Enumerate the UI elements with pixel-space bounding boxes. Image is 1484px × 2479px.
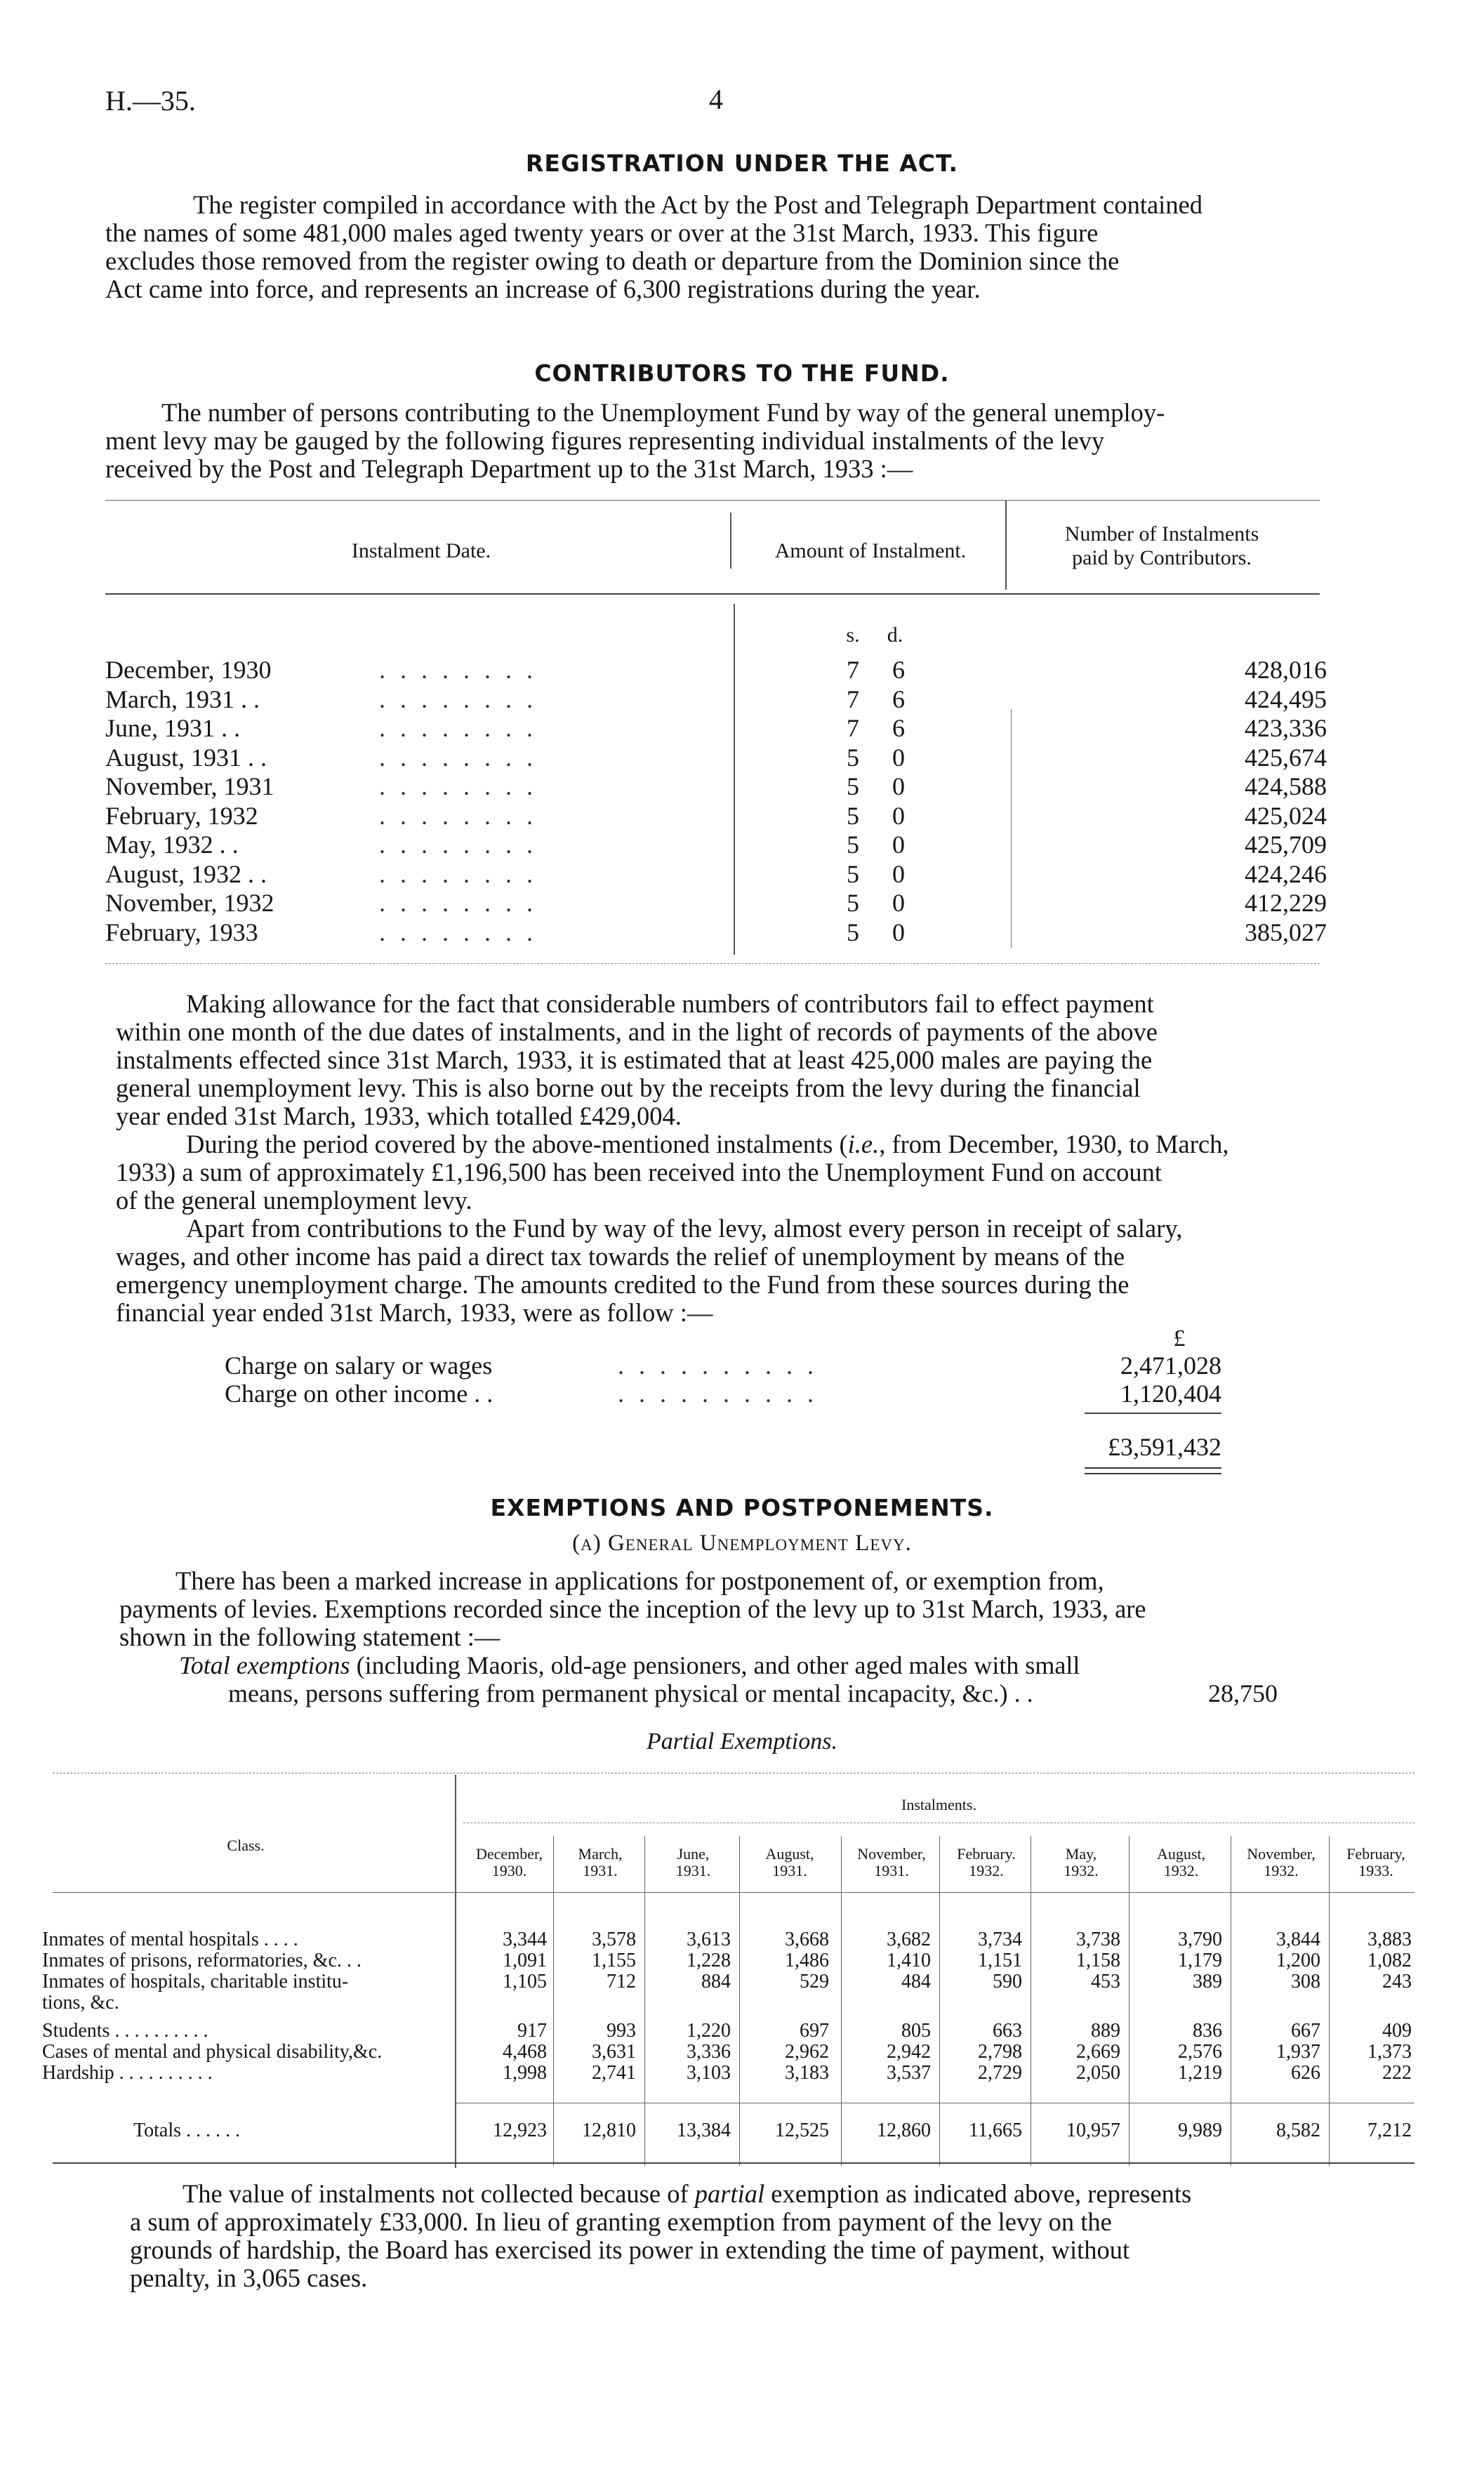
amount-shillings: 5 xyxy=(847,889,859,917)
exemption-count: 2,942 xyxy=(887,2041,931,2063)
instalments-header: Instalments. xyxy=(901,1796,976,1813)
column-header: June, xyxy=(677,1845,710,1863)
header-number-line2: paid by Contributors. xyxy=(1072,546,1252,569)
exemption-count: 626 xyxy=(1291,2062,1320,2084)
class-label: Students . . . . . . . . . . xyxy=(42,2020,208,2042)
amount-pence: 6 xyxy=(892,656,905,684)
instalment-date: June, 1931 . . xyxy=(105,714,240,742)
total-exemptions-line2: means, persons suffering from permanent physical or mental incapacity, &c.) . . xyxy=(228,1679,1033,1707)
charge-row xyxy=(225,1351,1221,1380)
registration-line: The register compiled in accordance with the Act by the Post and Telegraph Department contained xyxy=(193,190,1203,219)
total-value: 11,665 xyxy=(969,2120,1022,2141)
class-label: Cases of mental and physical disability,&c. xyxy=(42,2041,383,2063)
amount-pence: 0 xyxy=(892,831,905,859)
exemption-count: 1,105 xyxy=(503,1971,547,1992)
class-label: Inmates of mental hospitals . . . . xyxy=(42,1929,298,1950)
exemption-count: 3,734 xyxy=(978,1929,1022,1950)
instalments-count: 425,024 xyxy=(1245,801,1327,830)
exemption-count: 409 xyxy=(1382,2020,1412,2042)
instalment-row xyxy=(105,656,1327,685)
instalments-count: 425,674 xyxy=(1245,743,1327,772)
column-header: November, xyxy=(1247,1845,1316,1863)
class-label: tions, &c. xyxy=(42,1992,119,2014)
exemption-count: 1,155 xyxy=(592,1950,636,1971)
unit-pence: d. xyxy=(887,623,903,647)
exemption-count: 1,151 xyxy=(978,1950,1022,1971)
contributors-line: ment levy may be gauged by the following figures representing individual instalments of the levy xyxy=(105,426,1105,455)
exemptions-line: payments of levies. Exemptions recorded since the inception of the levy up to 31st March, 1933, are xyxy=(119,1594,1146,1623)
document-reference: H.—35. xyxy=(105,85,196,117)
column-divider xyxy=(644,1836,645,2166)
exemption-count: 3,183 xyxy=(785,2062,829,2084)
column-header: 1931. xyxy=(583,1862,618,1879)
column-header: February. xyxy=(957,1845,1016,1863)
instalments-count: 425,709 xyxy=(1245,831,1327,859)
leader-dots: . . . . . . . . xyxy=(379,889,537,917)
total-value: 12,860 xyxy=(877,2120,931,2141)
class-label: Inmates of prisons, reformatories, &c. . . xyxy=(42,1950,362,1971)
amount-pence: 0 xyxy=(892,859,905,888)
instalments-count: 412,229 xyxy=(1245,889,1327,917)
amount-shillings: 7 xyxy=(847,685,859,713)
exemption-count: 3,613 xyxy=(687,1929,731,1950)
column-header: 1931. xyxy=(874,1862,909,1879)
instalment-row xyxy=(105,859,1327,889)
total-exemptions-label: Total exemptions xyxy=(179,1651,350,1679)
exemption-count: 3,537 xyxy=(887,2062,931,2084)
amount-shillings: 5 xyxy=(847,801,859,830)
exemption-count: 3,336 xyxy=(687,2041,731,2063)
column-header: November, xyxy=(857,1845,926,1863)
charges-total: £3,591,432 xyxy=(1108,1433,1221,1461)
registration-line: the names of some 481,000 males aged twenty years or over at the 31st March, 1933. This figure xyxy=(105,218,1099,247)
exemption-count: 222 xyxy=(1382,2062,1412,2084)
instalment-date: August, 1931 . . xyxy=(105,743,267,772)
leader-dots: . . . . . . . . xyxy=(379,772,537,800)
leader-dots: . . . . . . . . xyxy=(379,831,537,859)
table-bottom-rule xyxy=(53,2162,1415,2164)
apart-line: Apart from contributions to the Fund by way of the levy, almost every person in receipt of salary, xyxy=(186,1214,1183,1243)
total-exemptions-line1 xyxy=(179,1651,1080,1679)
total-value: 10,957 xyxy=(1066,2120,1120,2141)
column-divider xyxy=(553,1836,554,2166)
currency-symbol: £ xyxy=(1173,1326,1186,1351)
total-exemptions-text: (including Maoris, old-age pensioners, and other aged males with small xyxy=(350,1651,1080,1679)
column-header: 1932. xyxy=(1064,1862,1099,1879)
instalment-row xyxy=(105,801,1327,831)
amount-shillings: 7 xyxy=(847,714,859,742)
total-value: 12,810 xyxy=(582,2120,636,2141)
instalment-date: November, 1932 xyxy=(105,889,274,917)
amount-shillings: 5 xyxy=(847,918,859,946)
table-bottom-rule xyxy=(105,963,1320,964)
total-value: 7,212 xyxy=(1367,2120,1412,2141)
exemption-count: 1,228 xyxy=(687,1950,731,1971)
period-text-italic: i.e. xyxy=(847,1130,880,1158)
page-number: 4 xyxy=(709,84,723,115)
contributors-line: received by the Post and Telegraph Department up to the 31st March, 1933 :— xyxy=(105,454,913,483)
contributors-line: The number of persons contributing to the Unemployment Fund by way of the general unemploy- xyxy=(161,398,1165,427)
instalment-date: November, 1931 xyxy=(105,772,274,800)
exemption-count: 884 xyxy=(701,1971,731,1992)
exemption-count: 453 xyxy=(1091,1971,1120,1992)
header-number-line1: Number of Instalments xyxy=(1064,522,1259,546)
exemption-count: 805 xyxy=(901,2020,931,2042)
closing-line xyxy=(130,2180,1316,2208)
instalment-row xyxy=(105,685,1327,714)
column-header: 1931. xyxy=(675,1862,711,1879)
instalment-date: February, 1933 xyxy=(105,918,258,946)
leader-dots: . . . . . . . . xyxy=(379,801,537,830)
column-header: February, xyxy=(1346,1845,1405,1863)
allowance-line: within one month of the due dates of instalments, and in the light of records of payments of the above xyxy=(116,1017,1158,1046)
instalment-row xyxy=(105,714,1327,743)
table-header-rule xyxy=(105,593,1320,595)
exemption-count: 1,082 xyxy=(1367,1950,1412,1971)
allowance-line: instalments effected since 31st March, 1933, it is estimated that at least 425,000 males are paying the xyxy=(116,1045,1153,1074)
column-header: May, xyxy=(1065,1845,1097,1863)
exemption-count: 712 xyxy=(607,1971,636,1992)
allowance-line: year ended 31st March, 1933, which totalled £429,004. xyxy=(116,1102,682,1130)
leader-dots: . . . . . . . . xyxy=(379,656,537,684)
instalment-row xyxy=(105,743,1327,772)
table-top-rule xyxy=(105,500,1320,501)
partial-exemptions-title: Partial Exemptions. xyxy=(647,1728,837,1754)
instalment-date: May, 1932 . . xyxy=(105,831,239,859)
instalment-date: December, 1930 xyxy=(105,656,272,684)
header-instalment-date: Instalment Date. xyxy=(351,539,491,562)
contributors-paragraph xyxy=(105,399,1313,483)
exemption-count: 3,738 xyxy=(1076,1929,1120,1950)
allowance-line: general unemployment levy. This is also borne out by the receipts from the levy during the financial xyxy=(116,1073,1141,1102)
amount-shillings: 5 xyxy=(847,772,859,800)
instalments-count: 385,027 xyxy=(1245,918,1327,946)
amount-pence: 0 xyxy=(892,889,905,917)
column-divider xyxy=(739,1836,740,2166)
instalments-count: 424,246 xyxy=(1245,859,1327,888)
allowance-paragraph xyxy=(116,990,1316,1327)
period-text-rest: , from December, 1930, to March, xyxy=(879,1130,1229,1158)
amount-pence: 6 xyxy=(892,714,905,742)
registration-line: Act came into force, and represents an increase of 6,300 registrations during the year. xyxy=(105,275,981,303)
exemption-count: 389 xyxy=(1193,1971,1222,1992)
unit-shillings: s. xyxy=(846,623,860,647)
apart-line: wages, and other income has paid a direct tax towards the relief of unemployment by means of the xyxy=(116,1242,1125,1271)
exemption-count: 917 xyxy=(517,2020,547,2042)
exemption-count: 1,179 xyxy=(1178,1950,1222,1971)
instalment-row xyxy=(105,918,1327,947)
allowance-line: Making allowance for the fact that considerable numbers of contributors fail to effect payment xyxy=(186,989,1154,1018)
exemption-count: 836 xyxy=(1193,2020,1222,2042)
total-value: 9,989 xyxy=(1178,2120,1222,2141)
contributors-heading: CONTRIBUTORS TO THE FUND. xyxy=(534,359,950,387)
column-header: 1932. xyxy=(1163,1862,1199,1879)
instalment-row xyxy=(105,831,1327,859)
leader-dots: . . . . . . . . xyxy=(379,714,537,742)
amount-pence: 0 xyxy=(892,801,905,830)
table-header-rule xyxy=(53,1892,1415,1893)
instalments-count: 428,016 xyxy=(1245,656,1327,684)
exemption-count: 3,844 xyxy=(1276,1929,1320,1950)
registration-line: excludes those removed from the register owing to death or departure from the Dominion since the xyxy=(105,246,1120,275)
exemption-count: 529 xyxy=(800,1971,829,1992)
exemptions-subheading: (a) General Unemployment Levy. xyxy=(572,1531,912,1556)
double-rule-bottom xyxy=(1085,1473,1221,1474)
exemption-count: 1,219 xyxy=(1178,2062,1222,2084)
amount-shillings: 5 xyxy=(847,831,859,859)
class-label: Inmates of hospitals, charitable institu- xyxy=(42,1971,349,1992)
total-exemptions-value: 28,750 xyxy=(1208,1679,1278,1707)
apart-line: financial year ended 31st March, 1933, were as follow :— xyxy=(116,1298,713,1327)
amount-pence: 0 xyxy=(892,743,905,772)
exemption-count: 2,741 xyxy=(592,2062,636,2084)
exemptions-line: There has been a marked increase in applications for postponement of, or exemption from, xyxy=(175,1566,1104,1595)
exemption-count: 1,410 xyxy=(887,1950,931,1971)
instalment-date: February, 1932 xyxy=(105,801,258,830)
total-value: 13,384 xyxy=(677,2120,731,2141)
exemption-count: 697 xyxy=(800,2020,829,2042)
column-divider xyxy=(1005,500,1007,590)
column-header: March, xyxy=(578,1845,623,1863)
instalment-row xyxy=(105,889,1327,918)
exemption-count: 3,790 xyxy=(1178,1929,1222,1950)
instalments-count: 424,495 xyxy=(1245,685,1327,713)
exemption-count: 1,486 xyxy=(785,1950,829,1971)
column-divider xyxy=(1329,1836,1330,2166)
exemption-count: 2,050 xyxy=(1076,2062,1120,2084)
exemption-count: 590 xyxy=(993,1971,1022,1992)
period-line: 1933) a sum of approximately £1,196,500 has been received into the Unemployment Fund on account xyxy=(116,1158,1162,1186)
instalment-date: March, 1931 . . xyxy=(105,685,260,713)
exemption-count: 4,468 xyxy=(503,2041,547,2063)
exemption-count: 3,883 xyxy=(1367,1929,1412,1950)
charge-value: 2,471,028 xyxy=(1120,1351,1221,1380)
instalments-count: 423,336 xyxy=(1245,714,1327,742)
leader-dots: . . . . . . . . xyxy=(379,918,537,946)
period-line xyxy=(116,1130,1316,1158)
apart-line: emergency unemployment charge. The amounts credited to the Fund from these sources during the xyxy=(116,1270,1129,1299)
sum-rule xyxy=(1085,1413,1221,1414)
leader-dots: . . . . . . . . xyxy=(379,685,537,713)
registration-heading: REGISTRATION UNDER THE ACT. xyxy=(525,150,959,177)
leader-dots: . . . . . . . . xyxy=(379,743,537,772)
exemption-count: 3,103 xyxy=(687,2062,731,2084)
charge-label: Charge on other income . . xyxy=(225,1380,493,1408)
class-header: Class. xyxy=(227,1837,265,1854)
closing-line: penalty, in 3,065 cases. xyxy=(130,2263,368,2292)
exemptions-paragraph xyxy=(119,1567,1316,1651)
column-divider xyxy=(730,513,731,569)
charge-value: 1,120,404 xyxy=(1120,1380,1221,1408)
instalments-count: 424,588 xyxy=(1245,772,1327,800)
charge-label: Charge on salary or wages xyxy=(225,1351,493,1380)
leader-dots: . . . . . . . . . . xyxy=(618,1380,818,1408)
exemption-count: 993 xyxy=(607,2020,636,2042)
exemption-count: 2,962 xyxy=(785,2041,829,2063)
total-value: 12,923 xyxy=(493,2120,547,2141)
closing-line: grounds of hardship, the Board has exercised its power in extending the time of payment, without xyxy=(130,2235,1130,2264)
column-header: August, xyxy=(1156,1845,1206,1863)
amount-shillings: 5 xyxy=(847,743,859,772)
column-divider xyxy=(939,1836,940,2166)
exemption-count: 3,631 xyxy=(592,2041,636,2063)
closing-text: exemption as indicated above, represents xyxy=(764,2179,1192,2208)
closing-text: The value of instalments not collected because of xyxy=(183,2179,695,2208)
period-text-start: During the period covered by the above-mentioned instalments ( xyxy=(186,1130,848,1158)
exemption-count: 3,682 xyxy=(887,1929,931,1950)
column-header: December, xyxy=(475,1845,543,1863)
column-header: August, xyxy=(765,1845,814,1863)
exemption-count: 1,091 xyxy=(503,1950,547,1971)
total-value: 12,525 xyxy=(775,2120,829,2141)
amount-pence: 0 xyxy=(892,772,905,800)
exemption-count: 1,998 xyxy=(503,2062,547,2084)
column-header: 1932. xyxy=(969,1862,1004,1879)
exemption-count: 3,344 xyxy=(503,1929,547,1950)
period-line: of the general unemployment levy. xyxy=(116,1186,472,1215)
instalment-row xyxy=(105,772,1327,801)
column-divider xyxy=(841,1836,842,2166)
exemption-count: 2,798 xyxy=(978,2041,1022,2063)
exemption-count: 3,668 xyxy=(785,1929,829,1950)
column-header: 1931. xyxy=(772,1862,807,1879)
column-header: 1932. xyxy=(1264,1862,1299,1879)
exemptions-heading: EXEMPTIONS AND POSTPONEMENTS. xyxy=(490,1494,994,1521)
amount-pence: 6 xyxy=(892,685,905,713)
exemption-count: 667 xyxy=(1291,2020,1320,2042)
exemption-count: 308 xyxy=(1291,1971,1320,1992)
instalment-date: August, 1932 . . xyxy=(105,859,267,888)
exemptions-line: shown in the following statement :— xyxy=(119,1622,501,1651)
exemption-count: 2,729 xyxy=(978,2062,1022,2084)
exemption-count: 889 xyxy=(1091,2020,1120,2042)
amount-shillings: 5 xyxy=(847,859,859,888)
charge-row xyxy=(225,1380,1221,1408)
exemption-count: 2,576 xyxy=(1178,2041,1222,2063)
closing-italic: partial xyxy=(694,2179,765,2208)
exemption-count: 484 xyxy=(901,1971,931,1992)
closing-line: a sum of approximately £33,000. In lieu of granting exemption from payment of the levy on the xyxy=(130,2207,1112,2236)
leader-dots: . . . . . . . . xyxy=(379,859,537,888)
column-header: 1933. xyxy=(1358,1862,1393,1879)
exemption-count: 1,158 xyxy=(1076,1950,1120,1971)
exemption-count: 2,669 xyxy=(1076,2041,1120,2063)
totals-label: Totals . . . . . . xyxy=(133,2120,241,2141)
leader-dots: . . . . . . . . . . xyxy=(618,1351,818,1380)
exemption-count: 1,373 xyxy=(1367,2041,1412,2063)
exemption-count: 1,937 xyxy=(1276,2041,1320,2063)
closing-paragraph xyxy=(130,2180,1316,2292)
class-divider xyxy=(455,1775,456,2168)
amount-pence: 0 xyxy=(892,918,905,946)
exemption-count: 1,220 xyxy=(687,2020,731,2042)
exemption-count: 3,578 xyxy=(592,1929,636,1950)
header-amount: Amount of Instalment. xyxy=(774,539,967,562)
exemption-count: 663 xyxy=(993,2020,1022,2042)
total-value: 8,582 xyxy=(1276,2120,1320,2141)
amount-shillings: 7 xyxy=(847,656,859,684)
exemption-count: 243 xyxy=(1382,1971,1412,1992)
registration-paragraph xyxy=(105,191,1313,303)
exemption-count: 1,200 xyxy=(1276,1950,1320,1971)
class-label: Hardship . . . . . . . . . . xyxy=(42,2062,213,2084)
double-rule-top xyxy=(1085,1467,1221,1469)
column-header: 1930. xyxy=(491,1862,527,1879)
